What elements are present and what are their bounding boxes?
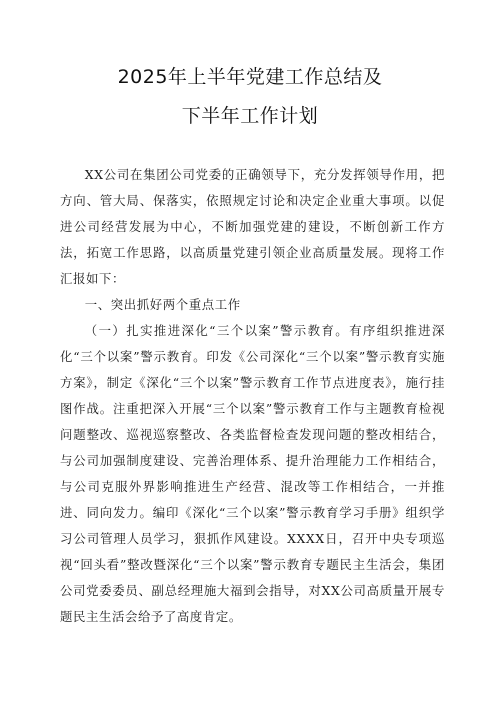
document-body [60, 162, 445, 630]
document-title-line-2: 下半年工作计划 [181, 105, 319, 127]
section-heading: 一、突出抓好两个重点工作 [84, 297, 241, 312]
subsection-paragraph: （一）扎实推进深化“三个以案”警示教育。有序组织推进深化“三个以案”警示教育。印发《公司深化“三个以案”警示教育实施方案》，制定《深化“三个以案”警示教育工作节点进度表》，施行挂图作战。注重把深入开展“三个以案”警示教育工作与主题教育检视问题整改、巡视巡察整改、各类监督检查发现问题的整改相结合，与公司加强制度建设、完善治理体系、提升治理能力工作相结合，与公司克服外界影响推进生产经营、混改等工作相结合，一并推进、同向发力。编印《深化“三个以案”警示教育学习手册》组织学习公司管理人员学习，狠抓作风建设。XXXX日，召开中央专项巡视“回头看”整改暨深化“三个以案”警示教育专题民主生活会，集团公司党委委员、副总经理施大福到会指导，对XX公司高质量开展专题民主生活会给予了高度肯定。 [60, 323, 445, 624]
intro-paragraph: XX公司在集团公司党委的正确领导下，充分发挥领导作用，把方向、管大局、保落实，依照规定讨论和决定企业重大事项。以促进公司经营发展为中心，不断加强党建的建设，不断创新工作方法，拓宽工作思路，以高质量党建引领企业高质量发展。现将工作汇报如下： [60, 167, 445, 286]
document-title-line-1: 2025年上半年党建工作总结及 [117, 66, 383, 88]
